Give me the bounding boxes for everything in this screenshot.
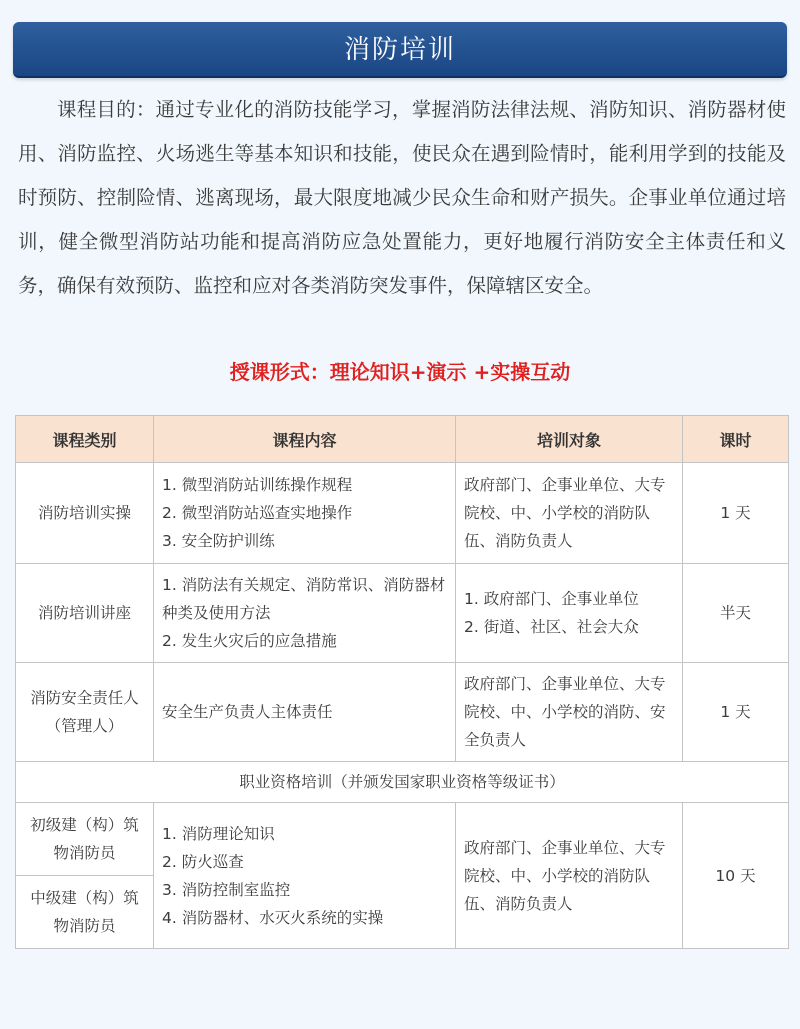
content-item: 3. 安全防护训练 <box>162 532 275 550</box>
title-banner <box>13 22 787 78</box>
table-header-row <box>16 416 789 463</box>
header-content: 课程内容 <box>154 416 456 463</box>
course-category: 初级建（构）筑物消防员 <box>16 803 154 876</box>
content-item: 1. 消防法有关规定、消防常识、消防器材种类及使用方法 <box>162 576 446 622</box>
header-audience: 培训对象 <box>456 416 683 463</box>
course-audience <box>456 564 683 663</box>
vocational-section-heading: 职业资格培训（并颁发国家职业资格等级证书） <box>16 762 789 803</box>
audience-item: 1. 政府部门、企事业单位 <box>464 590 639 608</box>
table-row <box>16 564 789 663</box>
content-item: 4. 消防器材、水灭火系统的实操 <box>162 908 384 927</box>
course-table <box>15 415 789 949</box>
course-category: 中级建（构）筑物消防员 <box>16 876 154 949</box>
course-hours: 10 天 <box>683 803 789 949</box>
table-row <box>16 803 789 876</box>
content-item: 2. 微型消防站巡查实地操作 <box>162 504 353 522</box>
course-category: 消防安全责任人（管理人） <box>16 663 154 762</box>
page-title: 消防培训 <box>343 35 456 65</box>
content-item: 2. 防火巡查 <box>162 852 244 871</box>
teaching-format-line: 授课形式：理论知识+演示 +实操互动 <box>229 360 571 384</box>
course-content <box>154 463 456 564</box>
content-item: 1. 消防理论知识 <box>162 824 275 843</box>
course-content: 安全生产负责人主体责任 <box>154 663 456 762</box>
course-audience: 政府部门、企事业单位、大专院校、中、小学校的消防队伍、消防负责人 <box>456 463 683 564</box>
course-content <box>154 803 456 949</box>
course-category: 消防培训讲座 <box>16 564 154 663</box>
table-row <box>16 663 789 762</box>
intro-paragraph: 课程目的：通过专业化的消防技能学习，掌握消防法律法规、消防知识、消防器材使用、消防监控、火场逃生等基本知识和技能，使民众在遇到险情时，能利用学到的技能及时预防、控制险情、逃离现场，最大限度地减少民众生命和财产损失。企事业单位通过培训，健全微型消防站功能和提高消防应急处置能力，更好地履行消防安全主体责任和义务，确保有效预防、监控和应对各类消防突发事件，保障辖区安全。 <box>18 98 786 297</box>
course-hours: 1 天 <box>683 463 789 564</box>
header-hours: 课时 <box>683 416 789 463</box>
content-item: 2. 发生火灾后的应急措施 <box>162 632 337 650</box>
course-audience: 政府部门、企事业单位、大专院校、中、小学校的消防、安全负责人 <box>456 663 683 762</box>
course-hours: 1 天 <box>683 663 789 762</box>
content-item: 3. 消防控制室监控 <box>162 880 291 899</box>
table-row <box>16 463 789 564</box>
audience-item: 2. 街道、社区、社会大众 <box>464 618 639 636</box>
course-audience: 政府部门、企事业单位、大专院校、中、小学校的消防队伍、消防负责人 <box>456 803 683 949</box>
course-content <box>154 564 456 663</box>
content-item: 1. 微型消防站训练操作规程 <box>162 476 353 494</box>
course-hours: 半天 <box>683 564 789 663</box>
course-category: 消防培训实操 <box>16 463 154 564</box>
section-row <box>16 762 789 803</box>
header-category: 课程类别 <box>16 416 154 463</box>
